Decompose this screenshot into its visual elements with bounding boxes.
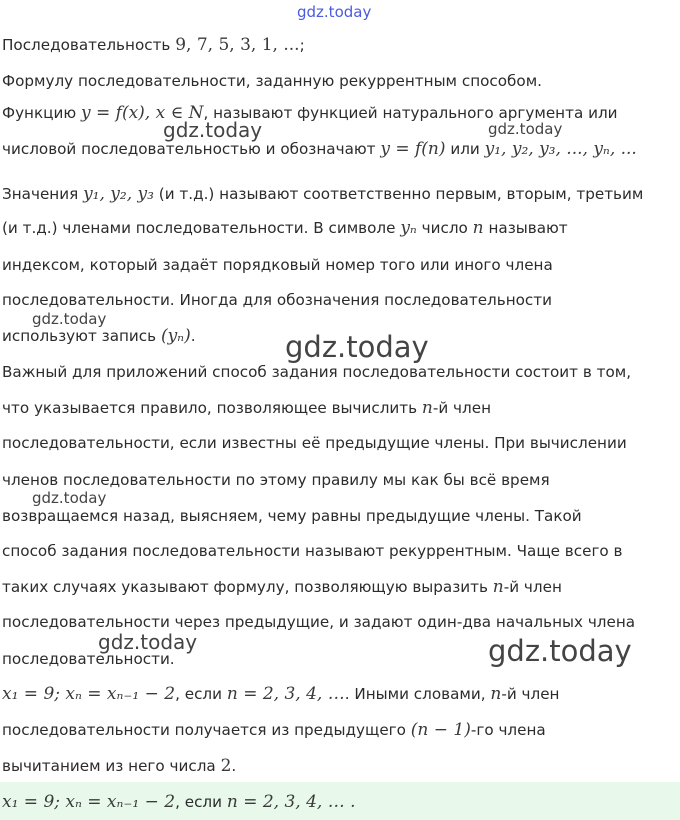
formula: y₁, y₂, y₃, ..., yₙ, ... xyxy=(484,139,637,159)
text: . xyxy=(190,327,196,345)
formula: y = f(x), x ∈ N xyxy=(81,103,204,123)
number: 2 xyxy=(220,756,232,776)
text-line: последовательности, если известны её предыдущие члены. При вычислении xyxy=(2,434,627,452)
text-line xyxy=(2,577,562,597)
text: (и т.д.) членами последовательности. В символе xyxy=(2,219,401,237)
text: таких случаях указывают формулу, позволяющую выразить xyxy=(2,578,493,596)
text-line xyxy=(2,756,236,776)
text: что указывается правило, позволяющее вычислить xyxy=(2,399,422,417)
text: , называют функцией натурального аргумента или xyxy=(203,104,618,122)
text-line xyxy=(2,35,305,55)
formula: (yₙ) xyxy=(160,326,191,346)
text-line: последовательности через предыдущие, и задают один-два начальных члена xyxy=(2,613,636,631)
text: -й член xyxy=(432,399,492,417)
formula: y = f(n) xyxy=(380,139,446,159)
watermark: gdz.today xyxy=(163,118,263,142)
text: . Иными словами, xyxy=(344,685,491,703)
watermark: gdz.today xyxy=(32,310,107,328)
text: последовательности получается из предыдущего xyxy=(2,721,411,739)
text: . xyxy=(231,757,237,775)
watermark: gdz.today xyxy=(488,634,632,668)
text-line xyxy=(2,184,643,204)
watermark: gdz.today xyxy=(98,630,198,654)
text: или xyxy=(445,140,485,158)
watermark: gdz.today xyxy=(488,120,563,138)
answer-condition: n = 2, 3, 4, … . xyxy=(226,792,356,812)
text-line xyxy=(2,139,637,159)
text-line: Важный для приложений способ задания последовательности состоит в том, xyxy=(2,363,632,381)
text-line xyxy=(2,218,568,238)
text: -й член xyxy=(501,685,560,703)
text: ; xyxy=(299,36,305,54)
text-line: способ задания последовательности называют рекуррентным. Чаще всего в xyxy=(2,542,623,560)
answer-formula: x₁ = 9; xₙ = xₙ₋₁ − 2 xyxy=(2,792,176,812)
answer-line xyxy=(2,792,356,812)
text-line: возвращаемся назад, выясняем, чему равны предыдущие члены. Такой xyxy=(2,507,582,525)
formula: n xyxy=(490,684,502,704)
formula: x₁ = 9; xₙ = xₙ₋₁ − 2 xyxy=(2,684,176,704)
task-line: Формулу последовательности, заданную рекуррентным способом. xyxy=(2,72,543,90)
text: (и т.д.) называют соответственно первым, вторым, третьим xyxy=(153,185,644,203)
formula: n = 2, 3, 4, … xyxy=(226,684,345,704)
text: числовой последовательностью и обозначают xyxy=(2,140,381,158)
text: -го члена xyxy=(470,721,546,739)
text-line xyxy=(2,326,196,346)
formula: n xyxy=(472,218,484,238)
text-line: членов последовательности по этому правилу мы как бы всё время xyxy=(2,471,550,489)
text: используют запись xyxy=(2,327,161,345)
text-line xyxy=(2,720,546,740)
text-line xyxy=(2,684,560,704)
text: , если xyxy=(175,685,227,703)
sequence-formula: 9, 7, 5, 3, 1, ... xyxy=(175,35,300,55)
text-line xyxy=(2,103,618,123)
text-line: индексом, который задаёт порядковый номер того или иного члена xyxy=(2,256,553,274)
text: Значения xyxy=(2,185,84,203)
text-line xyxy=(2,398,491,418)
formula: n xyxy=(492,577,504,597)
formula: (n − 1) xyxy=(410,720,471,740)
formula: n xyxy=(421,398,433,418)
watermark: gdz.today xyxy=(32,489,107,507)
watermark: gdz.today xyxy=(285,330,429,364)
text: -й член xyxy=(503,578,562,596)
formula: yₙ xyxy=(400,218,417,238)
text: Последовательность xyxy=(2,36,176,54)
text: Функцию xyxy=(2,104,81,122)
text: число xyxy=(416,219,473,237)
formula: y₁, y₂, y₃ xyxy=(83,184,154,204)
text-line: последовательности. Иногда для обозначения последовательности xyxy=(2,291,552,309)
text: , если xyxy=(175,793,227,811)
text-line: последовательности. xyxy=(2,650,175,668)
text: называют xyxy=(483,219,568,237)
text: вычитанием из него числа xyxy=(2,757,221,775)
watermark-top: gdz.today xyxy=(297,3,372,21)
